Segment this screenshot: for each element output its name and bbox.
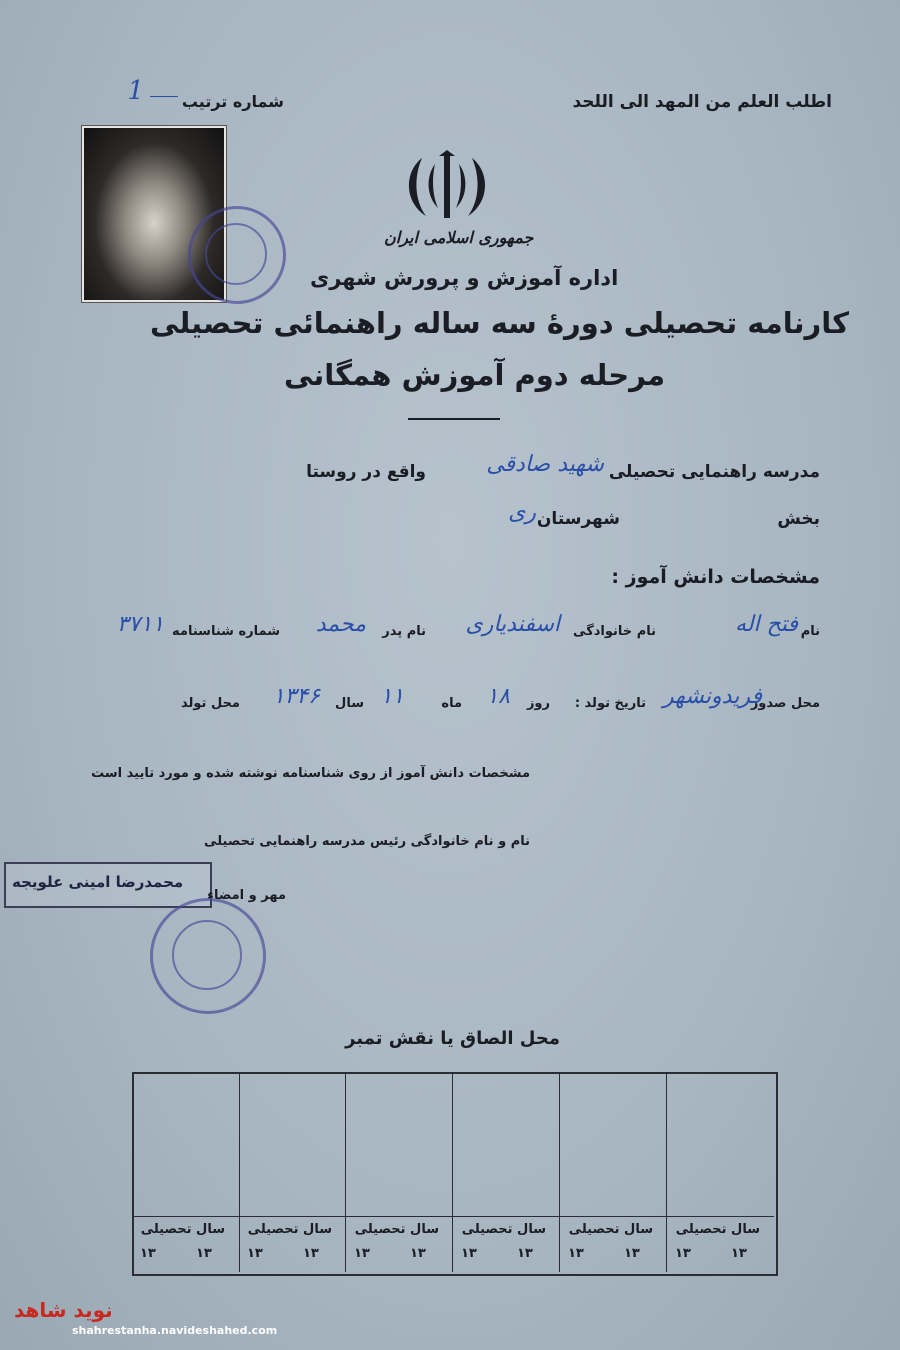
- name-value: فتح اله: [735, 612, 798, 637]
- order-value: 1: [127, 76, 144, 106]
- school-seal-inner: [172, 920, 242, 990]
- year-start-1: ۱۳: [624, 1246, 640, 1261]
- year-value: ۱۳۴۶: [272, 684, 320, 709]
- id-value: ۳۷۱۱: [116, 612, 164, 637]
- birth-label: تاریخ تولد :: [574, 696, 646, 711]
- father-value: محمد: [315, 612, 366, 637]
- father-label: نام پدر: [382, 624, 426, 639]
- day-label: روز: [526, 696, 550, 711]
- day-value: ۱۸: [486, 684, 510, 709]
- year-label-4: سال تحصیلی: [247, 1222, 332, 1237]
- table-divider: [132, 1216, 774, 1217]
- year-start-4: ۱۳: [303, 1246, 319, 1261]
- emblem-caption: جمهوری اسلامی ایران: [384, 228, 534, 247]
- year-start-3: ۱۳: [410, 1246, 426, 1261]
- year-label-5: سال تحصیلی: [140, 1222, 225, 1237]
- village-label: واقع در روستا: [306, 462, 426, 482]
- title-divider: [408, 418, 500, 420]
- birthplace-label: محل تولد: [181, 696, 240, 711]
- month-value: ۱۱: [380, 684, 404, 709]
- photo-stamp-inner: [205, 223, 267, 285]
- year-label-2: سال تحصیلی: [461, 1222, 546, 1237]
- year-label-0: سال تحصیلی: [675, 1222, 760, 1237]
- year-start-2: ۱۳: [517, 1246, 533, 1261]
- year-end-3: ۱۳: [354, 1246, 370, 1261]
- year-end-0: ۱۳: [675, 1246, 691, 1261]
- seal-label: مهر و امضاء: [207, 888, 286, 903]
- issue-label: محل صدور: [750, 696, 820, 711]
- school-label: مدرسه راهنمایی تحصیلی: [608, 462, 820, 482]
- family-value: اسفندیاری: [465, 612, 560, 637]
- year-end-4: ۱۳: [247, 1246, 263, 1261]
- principal-stamp-text: محمدرضا امینی علویجه: [12, 873, 184, 891]
- county-label: شهرستان: [536, 509, 620, 529]
- report-title: کارنامه تحصیلی دورهٔ سه ساله راهنمائی تحصیلی: [150, 306, 849, 340]
- family-label: نام خانوادگی: [573, 624, 656, 639]
- principal-label: نام و نام خانوادگی رئیس مدرسه راهنمایی تحصیلی: [204, 834, 530, 849]
- school-value: شهید صادقی: [486, 452, 604, 477]
- year-end-2: ۱۳: [461, 1246, 477, 1261]
- year-label-3: سال تحصیلی: [354, 1222, 439, 1237]
- year-end-5: ۱۳: [140, 1246, 156, 1261]
- issue-value: فریدونشهر: [663, 684, 762, 709]
- office-title: اداره آموزش و پرورش شهری: [310, 266, 619, 290]
- motto: اطلب العلم من المهد الی اللحد: [572, 92, 832, 112]
- report-subtitle: مرحله دوم آموزش همگانی: [284, 358, 666, 392]
- order-label: شماره ترتیب: [181, 92, 284, 111]
- month-label: ماه: [441, 696, 462, 711]
- confirm-text: مشخصات دانش آموز از روی شناسنامه نوشته شده و مورد تایید است: [91, 766, 530, 781]
- id-label: شماره شناسنامه: [172, 624, 280, 639]
- student-section-title: مشخصات دانش آموز :: [611, 566, 820, 588]
- year-start-0: ۱۳: [731, 1246, 747, 1261]
- year-start-5: ۱۳: [196, 1246, 212, 1261]
- name-label: نام: [800, 624, 820, 639]
- district-label: بخش: [777, 509, 820, 529]
- emblem-icon: [402, 150, 492, 222]
- stamp-place-label: محل الصاق یا نقش تمبر: [345, 1028, 560, 1049]
- year-end-1: ۱۳: [568, 1246, 584, 1261]
- county-value: ری: [508, 500, 536, 525]
- watermark-url: shahrestanha.navideshahed.com: [72, 1324, 278, 1337]
- year-label-1: سال تحصیلی: [568, 1222, 653, 1237]
- watermark-logo: نوید شاهد: [14, 1298, 113, 1322]
- year-label: سال: [335, 696, 364, 711]
- order-underline: [150, 96, 178, 97]
